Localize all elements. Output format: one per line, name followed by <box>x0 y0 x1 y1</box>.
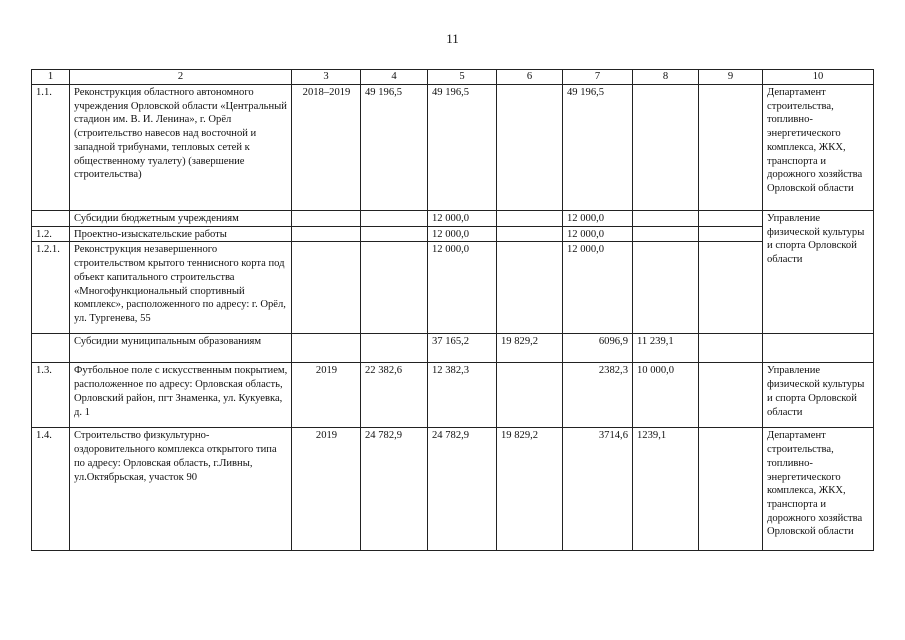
row-col4 <box>361 242 428 334</box>
row-col6 <box>497 226 563 242</box>
row-col8: 1239,1 <box>633 428 699 551</box>
header-cell: 10 <box>763 70 874 85</box>
header-cell: 2 <box>70 70 292 85</box>
row-years <box>292 211 361 227</box>
row-col6: 19 829,2 <box>497 334 563 363</box>
header-cell: 3 <box>292 70 361 85</box>
row-col9 <box>699 334 763 363</box>
row-years: 2018–2019 <box>292 85 361 211</box>
row-col9 <box>699 226 763 242</box>
row-col8 <box>633 226 699 242</box>
budget-table <box>31 69 874 551</box>
row-col4 <box>361 226 428 242</box>
row-name: Реконструкция областного автономного учреждения Орловской области «Центральный стадион им. В. И. Ленина», г. Орёл (строительство навесов над восточной и западной трибунами, тепловых сетей к общественному туалету) (завершение строительства) <box>70 85 292 211</box>
header-row <box>32 70 874 85</box>
row-name: Футбольное поле с искусственным покрытием, расположенное по адресу: Орловская область, Орловский район, пгт Знаменка, ул. Кукуевка, д. 1 <box>70 363 292 428</box>
row-number <box>32 211 70 227</box>
row-col8 <box>633 242 699 334</box>
row-name: Реконструкция незавершенного строительством крытого теннисного корта под объект капитального строительства «Многофункциональный спортивный комплекс», расположенного по адресу: г. Орёл, ул. Тургенева, 55 <box>70 242 292 334</box>
row-col6: 19 829,2 <box>497 428 563 551</box>
row-col5: 12 000,0 <box>428 226 497 242</box>
row-col9 <box>699 85 763 211</box>
row-col5: 24 782,9 <box>428 428 497 551</box>
row-col7: 49 196,5 <box>563 85 633 211</box>
row-col5: 12 000,0 <box>428 242 497 334</box>
row-number <box>32 334 70 363</box>
header-cell: 4 <box>361 70 428 85</box>
row-col5: 37 165,2 <box>428 334 497 363</box>
row-col5: 49 196,5 <box>428 85 497 211</box>
row-col4 <box>361 334 428 363</box>
row-col7: 3714,6 <box>563 428 633 551</box>
row-col6 <box>497 242 563 334</box>
row-col9 <box>699 242 763 334</box>
header-cell: 1 <box>32 70 70 85</box>
row-number: 1.1. <box>32 85 70 211</box>
row-number: 1.4. <box>32 428 70 551</box>
table-row <box>32 428 874 551</box>
row-agency: Департамент строительства, топливно-энергетического комплекса, ЖКХ, транспорта и дорожного хозяйства Орловской области <box>763 85 874 211</box>
row-col7: 12 000,0 <box>563 242 633 334</box>
row-col9 <box>699 428 763 551</box>
row-agency: Департамент строительства, топливно-энергетического комплекса, ЖКХ, транспорта и дорожного хозяйства Орловской области <box>763 428 874 551</box>
header-cell: 8 <box>633 70 699 85</box>
header-cell: 5 <box>428 70 497 85</box>
row-col7: 2382,3 <box>563 363 633 428</box>
table-row <box>32 85 874 211</box>
row-col4: 49 196,5 <box>361 85 428 211</box>
row-col4: 24 782,9 <box>361 428 428 551</box>
row-col8: 10 000,0 <box>633 363 699 428</box>
row-col4 <box>361 211 428 227</box>
row-col8 <box>633 85 699 211</box>
row-col5: 12 382,3 <box>428 363 497 428</box>
row-years: 2019 <box>292 428 361 551</box>
row-col7: 12 000,0 <box>563 211 633 227</box>
page-number: 11 <box>446 31 459 46</box>
table-row <box>32 334 874 363</box>
row-name: Проектно-изыскательские работы <box>70 226 292 242</box>
table-row <box>32 242 874 334</box>
row-col6 <box>497 211 563 227</box>
row-agency: Управление физической культуры и спорта Орловской области <box>763 211 874 334</box>
row-col6 <box>497 363 563 428</box>
row-col7: 6096,9 <box>563 334 633 363</box>
row-number: 1.2.1. <box>32 242 70 334</box>
row-number: 1.3. <box>32 363 70 428</box>
row-agency <box>763 334 874 363</box>
row-years <box>292 242 361 334</box>
header-cell: 7 <box>563 70 633 85</box>
row-col7: 12 000,0 <box>563 226 633 242</box>
row-col9 <box>699 363 763 428</box>
row-agency: Управление физической культуры и спорта Орловской области <box>763 363 874 428</box>
row-col5: 12 000,0 <box>428 211 497 227</box>
table-row <box>32 363 874 428</box>
row-years <box>292 334 361 363</box>
table-row <box>32 211 874 227</box>
row-col8: 11 239,1 <box>633 334 699 363</box>
row-col4: 22 382,6 <box>361 363 428 428</box>
header-cell: 9 <box>699 70 763 85</box>
table-row <box>32 226 874 242</box>
row-name: Строительство физкультурно-оздоровительного комплекса открытого типа по адресу: Орловская область, г.Ливны, ул.Октябрьская, участок 90 <box>70 428 292 551</box>
row-col9 <box>699 211 763 227</box>
row-name: Субсидии муниципальным образованиям <box>70 334 292 363</box>
row-col8 <box>633 211 699 227</box>
row-name: Субсидии бюджетным учреждениям <box>70 211 292 227</box>
row-number: 1.2. <box>32 226 70 242</box>
row-years: 2019 <box>292 363 361 428</box>
row-years <box>292 226 361 242</box>
header-cell: 6 <box>497 70 563 85</box>
row-col6 <box>497 85 563 211</box>
